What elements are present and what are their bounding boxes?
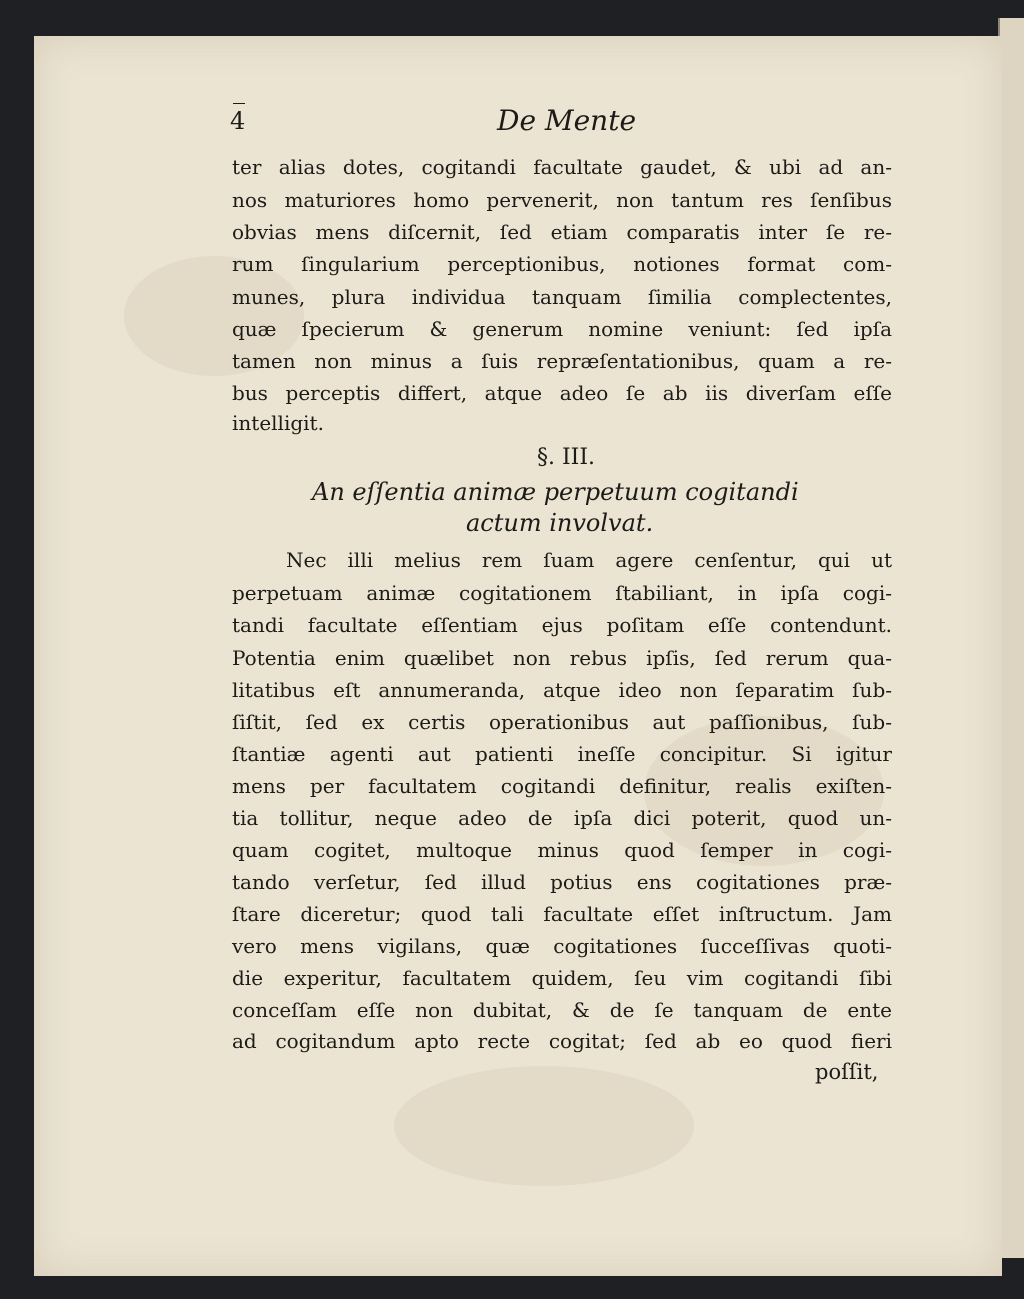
section-number: §. III. xyxy=(537,445,596,470)
paragraph1-line: obvias mens diſcernit, ſed etiam comparatis inter ſe re- xyxy=(232,220,892,244)
paragraph2-line: mens per facultatem cogitandi definitur, realis exiſten- xyxy=(232,774,892,798)
paragraph1-line: intelligit. xyxy=(232,411,324,435)
paragraph2-line: tando verſetur, ſed illud potius ens cogitationes præ- xyxy=(232,870,892,894)
catchword: poſſit, xyxy=(815,1060,879,1084)
paragraph1-line: rum ſingularium perceptionibus, notiones format com- xyxy=(232,252,892,276)
paper-stain xyxy=(394,1066,694,1186)
paragraph2-line: ſtare diceretur; quod tali facultate eſſet inſtructum. Jam xyxy=(232,902,892,926)
paragraph2-line: perpetuam animæ cogitationem ſtabiliant, in ipſa cogi- xyxy=(232,581,892,605)
paragraph1-line: quæ ſpecierum & generum nomine veniunt: ſed ipſa xyxy=(232,317,892,341)
running-head: De Mente xyxy=(497,104,637,137)
paragraph1-line: tamen non minus a ſuis repræſentationibus, quam a re- xyxy=(232,349,892,373)
section-heading-line1: An eſſentia animæ perpetuum cogitandi xyxy=(312,478,799,506)
page-number: 4 xyxy=(230,107,246,135)
paragraph1-line: nos maturiores homo pervenerit, non tantum res ſenſibus xyxy=(232,188,892,212)
paragraph2-line: ad cogitandum apto recte cogitat; ſed ab eo quod fieri xyxy=(232,1029,892,1053)
paragraph1-line: ter alias dotes, cogitandi facultate gaudet, & ubi ad an- xyxy=(232,155,892,179)
paragraph2-line: Nec illi melius rem ſuam agere cenſentur, qui ut xyxy=(286,548,892,572)
paragraph1-line: bus perceptis differt, atque adeo ſe ab iis diverſam eſſe xyxy=(232,381,892,405)
paragraph2-line: ſtantiæ agenti aut patienti ineſſe concipitur. Si igitur xyxy=(232,742,892,766)
paragraph2-line: ſiſtit, ſed ex certis operationibus aut paſſionibus, ſub- xyxy=(232,710,892,734)
paragraph2-line: vero mens vigilans, quæ cogitationes ſucceſſivas quoti- xyxy=(232,934,892,958)
paragraph2-line: tandi facultate eſſentiam ejus poſitam eſſe contendunt. xyxy=(232,613,892,637)
paragraph2-line: Potentia enim quælibet non rebus ipſis, ſed rerum qua- xyxy=(232,646,892,670)
page-number-rule xyxy=(233,103,245,104)
section-heading-line2: actum involvat. xyxy=(466,509,654,537)
paragraph2-line: tia tollitur, neque adeo de ipſa dici poterit, quod un- xyxy=(232,806,892,830)
paragraph2-line: litatibus eſt annumeranda, atque ideo non ſeparatim ſub- xyxy=(232,678,892,702)
paragraph2-line: conceſſam eſſe non dubitat, & de ſe tanquam de ente xyxy=(232,998,892,1022)
paragraph1-line: munes, plura individua tanquam ſimilia complectentes, xyxy=(232,285,892,309)
paragraph2-line: quam cogitet, multoque minus quod ſemper in cogi- xyxy=(232,838,892,862)
paragraph2-line: die experitur, facultatem quidem, ſeu vim cogitandi ſibi xyxy=(232,966,892,990)
